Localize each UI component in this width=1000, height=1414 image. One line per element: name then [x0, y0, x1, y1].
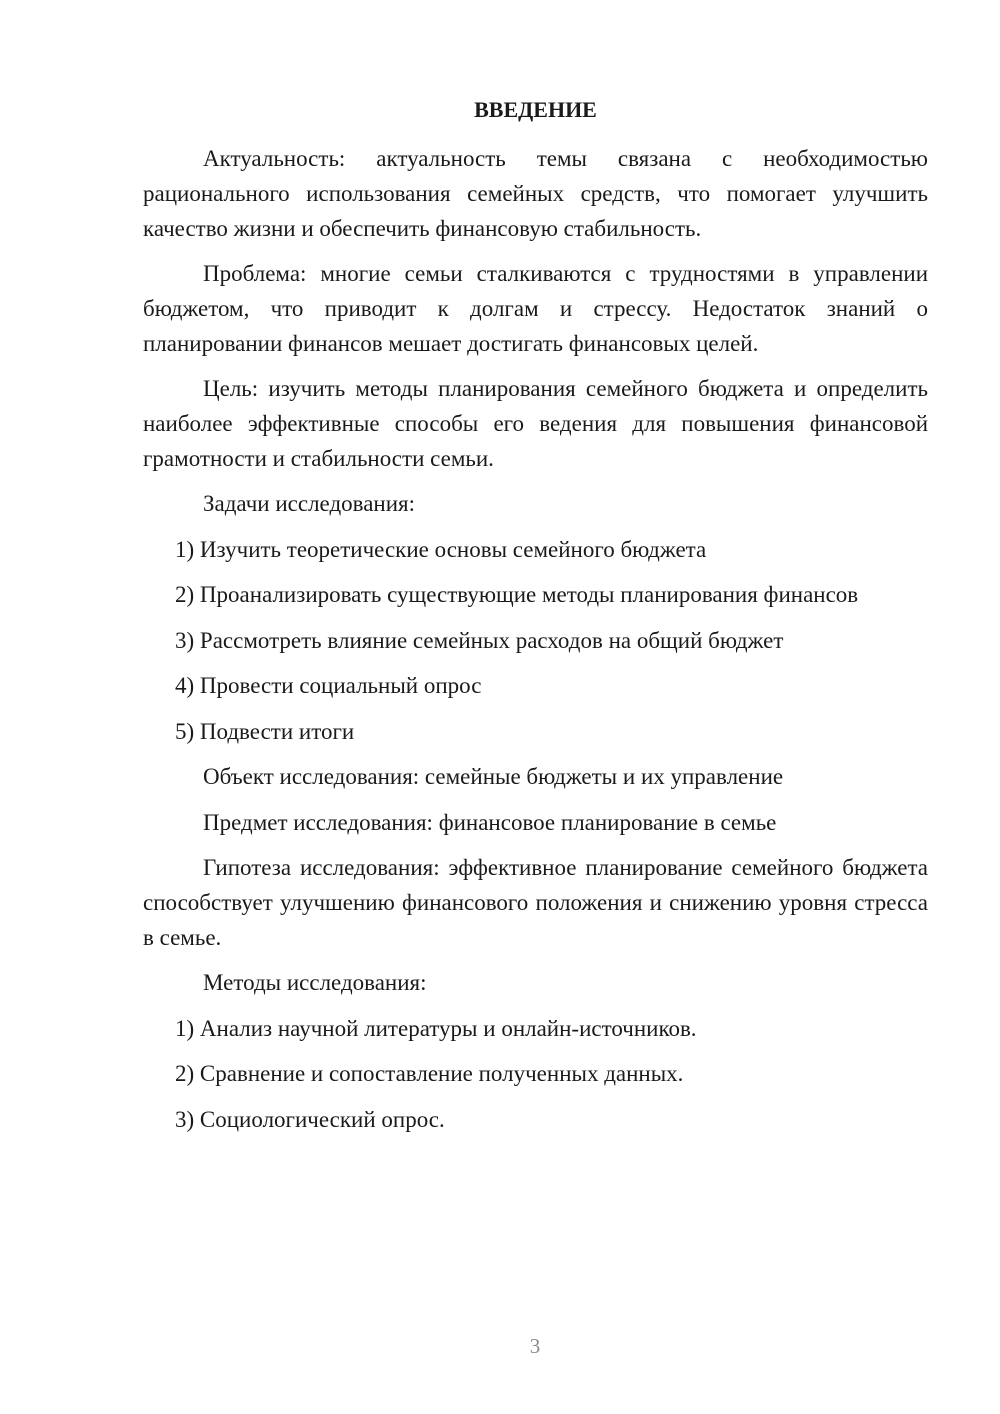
- tasks-list: [143, 532, 928, 749]
- methods-list: [143, 1011, 928, 1137]
- tasks-label: Задачи исследования:: [203, 491, 416, 516]
- subject-paragraph: Предмет исследования: финансовое планирование в семье: [203, 809, 777, 835]
- task-item: 1) Изучить теоретические основы семейного бюджета: [175, 536, 707, 562]
- problem-paragraph: Проблема: многие семьи сталкиваются с трудностями в управлении бюджетом, что приводит к долгам и стрессу. Недостаток знаний о планировании финансов мешает достигать финансовых целей.: [143, 261, 928, 356]
- task-item: 4) Провести социальный опрос: [175, 673, 482, 698]
- hypothesis-paragraph: Гипотеза исследования: эффективное планирование семейного бюджета способствует улучшению финансового положения и снижению уровня стресса в семье.: [143, 855, 928, 950]
- task-item: 2) Проанализировать существующие методы планирования финансов: [175, 582, 859, 607]
- page-content: [143, 95, 928, 1147]
- method-item: 1) Анализ научной литературы и онлайн-источников.: [175, 1015, 697, 1041]
- page-number: 3: [529, 1334, 541, 1358]
- task-item: 5) Подвести итоги: [175, 718, 355, 744]
- object-paragraph: Объект исследования: семейные бюджеты и их управление: [203, 764, 784, 789]
- relevance-paragraph: Актуальность: актуальность темы связана с необходимостью рационального использования семейных средств, что помогает улучшить качество жизни и обеспечить финансовую стабильность.: [143, 146, 928, 241]
- method-item: 2) Сравнение и сопоставление полученных данных.: [175, 1061, 684, 1086]
- method-item: 3) Социологический опрос.: [175, 1106, 445, 1132]
- task-item: 3) Рассмотреть влияние семейных расходов на общий бюджет: [175, 627, 784, 653]
- section-title: ВВЕДЕНИЕ: [474, 97, 597, 122]
- goal-paragraph: Цель: изучить методы планирования семейного бюджета и определить наиболее эффективные способы его ведения для повышения финансовой грамотности и стабильности семьи.: [143, 376, 928, 471]
- methods-label: Методы исследования:: [203, 970, 427, 995]
